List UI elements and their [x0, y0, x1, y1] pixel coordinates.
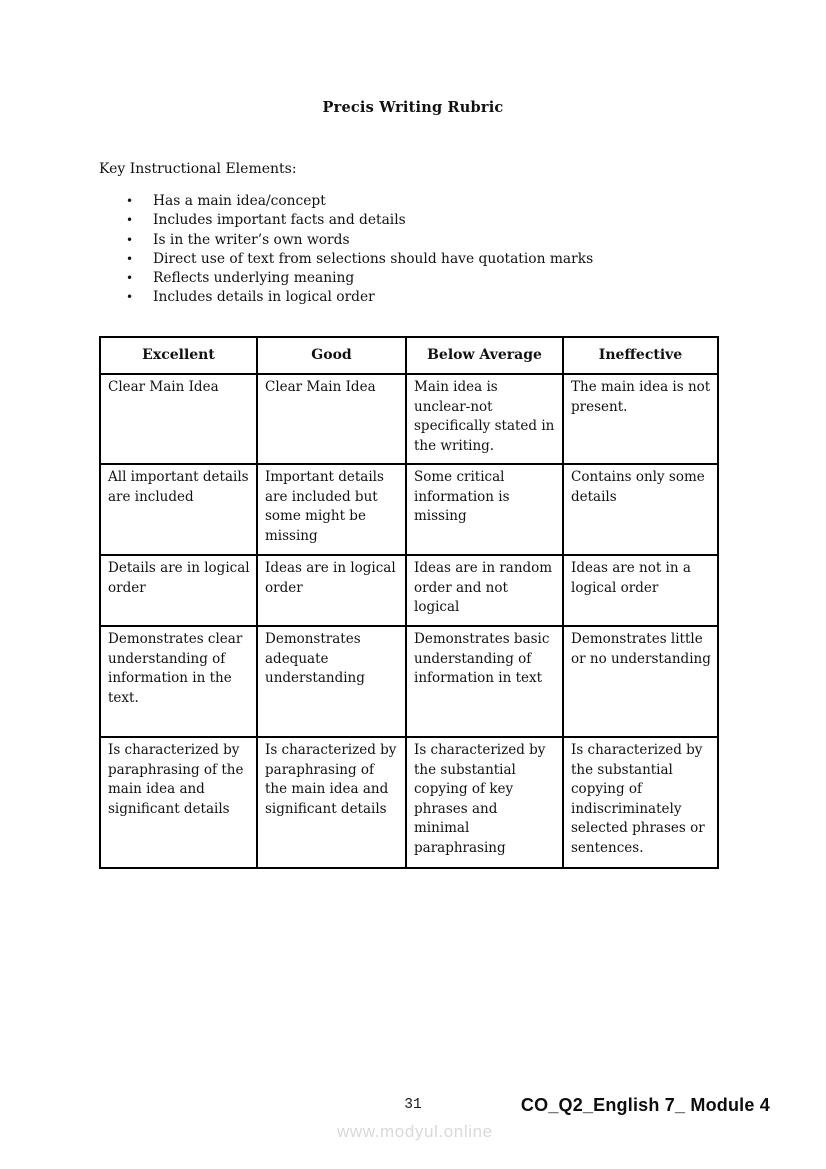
list-item-text: Includes details in logical order [153, 289, 375, 306]
rubric-cell: Demonstrates little or no understanding [563, 626, 718, 737]
rubric-cell: Ideas are in random order and not logical [406, 555, 563, 626]
list-item-text: Is in the writer’s own words [153, 231, 350, 248]
list-item [123, 288, 593, 307]
rubric-cell: Is characterized by the substantial copying of key phrases and minimal paraphrasing [406, 737, 563, 868]
bullet-icon: • [126, 213, 134, 228]
list-item-text: Includes important facts and details [153, 212, 406, 229]
column-header-ineffective: Ineffective [563, 337, 718, 374]
table-header-row [100, 337, 718, 374]
bullet-icon: • [126, 232, 134, 247]
rubric-cell: Important details are included but some might be missing [257, 464, 406, 555]
rubric-table [99, 336, 719, 869]
table-row [100, 374, 718, 464]
bullet-icon: • [126, 194, 134, 208]
list-item [123, 231, 593, 250]
page-number: 31 [404, 1097, 422, 1113]
list-item [123, 250, 593, 269]
list-item-text: Has a main idea/concept [153, 193, 326, 209]
table-row [100, 464, 718, 555]
rubric-cell: Demonstrates adequate understanding [257, 626, 406, 737]
column-header-good: Good [257, 337, 406, 374]
list-item-text: Reflects underlying meaning [153, 270, 355, 287]
table-row [100, 555, 718, 626]
rubric-cell: Ideas are not in a logical order [563, 555, 718, 626]
rubric-cell: Ideas are in logical order [257, 555, 406, 626]
column-header-below-average: Below Average [406, 337, 563, 374]
rubric-cell: Is characterized by paraphrasing of the main idea and significant details [100, 737, 257, 868]
rubric-cell: Clear Main Idea [257, 374, 406, 464]
rubric-cell: Clear Main Idea [100, 374, 257, 464]
rubric-cell: The main idea is not present. [563, 374, 718, 464]
rubric-cell: Contains only some details [563, 464, 718, 555]
section-heading: Key Instructional Elements: [99, 161, 297, 177]
rubric-cell: Main idea is unclear-not specifically stated in the writing. [406, 374, 563, 464]
rubric-cell: Is characterized by the substantial copying of indiscriminately selected phrases or sentences. [563, 737, 718, 868]
rubric-cell: Some critical information is missing [406, 464, 563, 555]
list-item [123, 192, 593, 211]
table-row [100, 626, 718, 737]
column-header-excellent: Excellent [100, 337, 257, 374]
bullet-icon: • [126, 271, 134, 286]
list-item-text: Direct use of text from selections should have quotation marks [153, 250, 594, 267]
rubric-cell: Details are in logical order [100, 555, 257, 626]
rubric-cell: All important details are included [100, 464, 257, 555]
module-label: CO_Q2_English 7_ Module 4 [520, 1095, 770, 1115]
rubric-cell: Is characterized by paraphrasing of the main idea and significant details [257, 737, 406, 868]
list-item [123, 269, 593, 288]
bullet-icon: • [126, 251, 134, 266]
list-item [123, 211, 593, 230]
page-title: Precis Writing Rubric [322, 99, 504, 116]
table-row [100, 737, 718, 868]
watermark: www.modyul.online [337, 1122, 493, 1141]
bullet-icon: • [126, 290, 134, 305]
rubric-cell: Demonstrates basic understanding of information in text [406, 626, 563, 737]
rubric-cell: Demonstrates clear understanding of information in the text. [100, 626, 257, 737]
key-elements-list [123, 192, 593, 308]
